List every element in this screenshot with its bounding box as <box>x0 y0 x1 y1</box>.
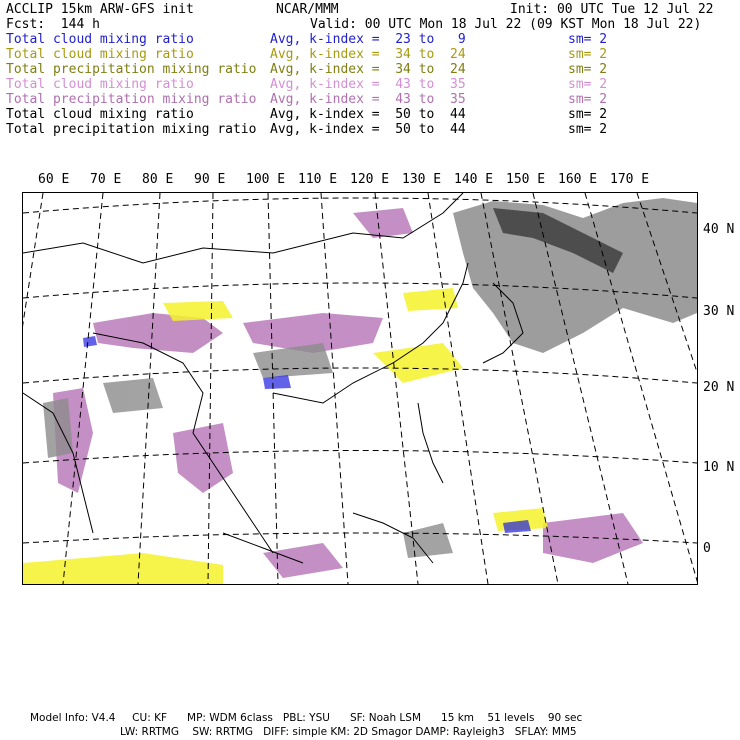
longitude-label: 90 E <box>194 172 226 187</box>
gray-rain-patches <box>43 343 453 558</box>
longitude-label: 130 E <box>402 172 442 187</box>
longitude-label: 170 E <box>610 172 650 187</box>
legend-avg: Avg, k-index = 34 to 24 <box>270 47 466 62</box>
legend-field: Total cloud mixing ratio <box>6 32 194 47</box>
init-time: Init: 00 UTC Tue 12 Jul 22 <box>510 2 714 17</box>
legend-sm: sm= 2 <box>568 32 608 47</box>
latitude-label: 40 N <box>703 222 735 237</box>
legend-sm: sm= 2 <box>568 107 608 122</box>
legend-field: Total cloud mixing ratio <box>6 77 194 92</box>
legend-field: Total precipitation mixing ratio <box>6 62 257 77</box>
longitude-label: 70 E <box>90 172 122 187</box>
longitude-label: 120 E <box>350 172 390 187</box>
legend-avg: Avg, k-index = 43 to 35 <box>270 92 466 107</box>
legend-avg: Avg, k-index = 43 to 35 <box>270 77 466 92</box>
legend-avg: Avg, k-index = 23 to 9 <box>270 32 466 47</box>
latitude-label: 20 N <box>703 380 735 395</box>
longitude-label: 110 E <box>298 172 338 187</box>
footer-model-info: Model Info: V4.4 CU: KF MP: WDM 6class PBL: YSU SF: Noah LSM 15 km 51 levels 90 sec <box>30 712 583 724</box>
legend-sm: sm= 2 <box>568 62 608 77</box>
longitude-label: 100 E <box>246 172 286 187</box>
footer-physics-info: LW: RRTMG SW: RRTMG DIFF: simple KM: 2D Smagor DAMP: Rayleigh3 SFLAY: MM5 <box>120 726 577 738</box>
legend-sm: sm= 2 <box>568 92 608 107</box>
legend-avg: Avg, k-index = 50 to 44 <box>270 107 466 122</box>
longitude-label: 140 E <box>454 172 494 187</box>
legend-avg: Avg, k-index = 50 to 44 <box>270 122 466 137</box>
legend-field: Total precipitation mixing ratio <box>6 92 257 107</box>
legend-sm: sm= 2 <box>568 77 608 92</box>
legend-sm: sm= 2 <box>568 122 608 137</box>
legend-field: Total cloud mixing ratio <box>6 47 194 62</box>
model-title: ACCLIP 15km ARW-GFS init <box>6 2 194 17</box>
map-canvas <box>23 193 697 584</box>
longitude-label: 80 E <box>142 172 174 187</box>
latitude-label: 30 N <box>703 304 735 319</box>
legend-sm: sm= 2 <box>568 47 608 62</box>
legend-avg: Avg, k-index = 34 to 24 <box>270 62 466 77</box>
legend-field: Total precipitation mixing ratio <box>6 122 257 137</box>
valid-time: Valid: 00 UTC Mon 18 Jul 22 (09 KST Mon 18 Jul 22) <box>310 17 702 32</box>
latitude-label: 10 N <box>703 460 735 475</box>
longitude-label: 150 E <box>506 172 546 187</box>
gray-cloud-mass <box>453 198 697 353</box>
longitude-label: 160 E <box>558 172 598 187</box>
forecast-map <box>22 192 698 585</box>
latitude-label: 0 <box>703 541 711 556</box>
org-label: NCAR/MMM <box>276 2 339 17</box>
legend-field: Total cloud mixing ratio <box>6 107 194 122</box>
forecast-hour: Fcst: 144 h <box>6 17 100 32</box>
longitude-label: 60 E <box>38 172 70 187</box>
